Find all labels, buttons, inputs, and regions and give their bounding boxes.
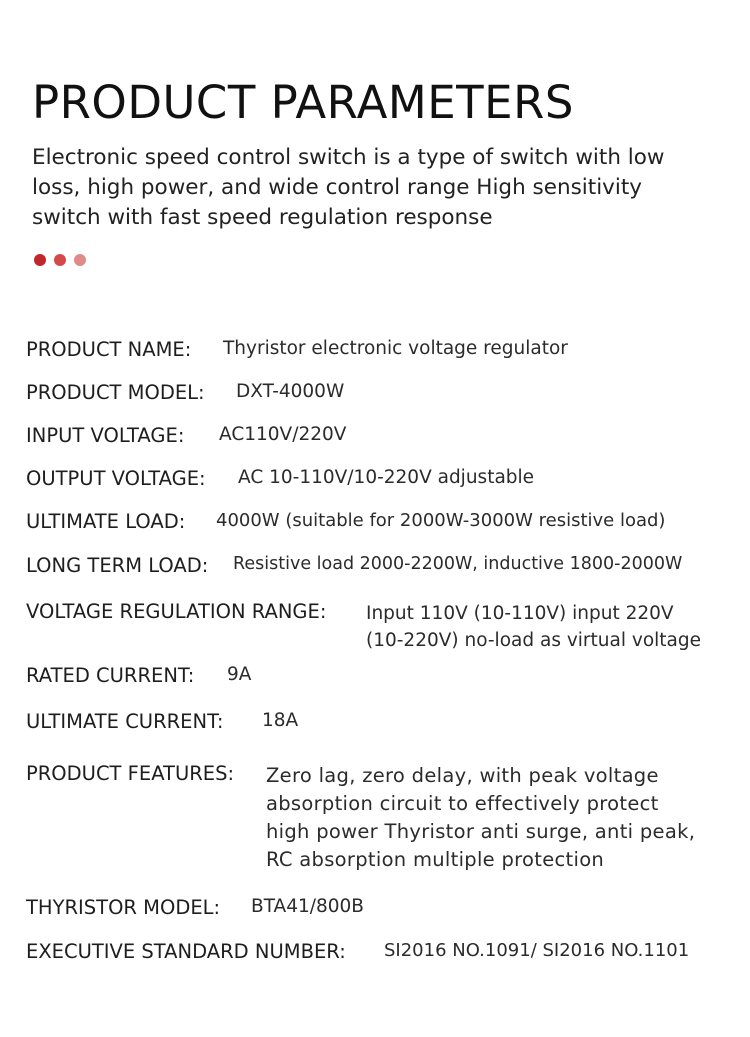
subtitle-line: Electronic speed control switch is a type of switch with low [32,145,665,170]
param-label: PRODUCT MODEL: [26,381,205,404]
page-title: PRODUCT PARAMETERS [32,76,574,129]
param-value-line: Input 110V (10-110V) input 220V [366,603,674,624]
param-label: PRODUCT FEATURES: [26,762,235,785]
param-product-name [26,338,568,361]
param-label: THYRISTOR MODEL: [26,896,221,919]
param-value: 18A [262,710,299,731]
param-label: ULTIMATE CURRENT: [26,710,224,733]
subtitle-line: switch with fast speed regulation response [32,205,493,230]
param-output-voltage [26,467,535,490]
param-value: BTA41/800B [251,896,364,917]
param-value: Resistive load 2000-2200W, inductive 1800-2000W [233,554,683,574]
param-label: PRODUCT NAME: [26,338,192,361]
param-ultimate-load [26,510,666,533]
param-value: 9A [227,664,252,685]
param-value-line: Zero lag, zero delay, with peak voltage [266,764,659,787]
param-value: Thyristor electronic voltage regulator [223,338,568,359]
param-thyristor-model [26,896,364,919]
param-label: EXECUTIVE STANDARD NUMBER: [26,940,346,963]
param-value [266,762,695,874]
dot-icon [54,254,66,266]
param-value: DXT-4000W [236,381,345,402]
subtitle-line: loss, high power, and wide control range High sensitivity [32,175,643,200]
param-value-line: high power Thyristor anti surge, anti peak, [266,820,696,843]
param-product-model [26,381,345,404]
param-label: LONG TERM LOAD: [26,554,209,577]
param-value-line: RC absorption multiple protection [266,848,605,871]
param-ultimate-current [26,710,299,733]
dot-icon [74,254,86,266]
param-input-voltage [26,424,347,447]
param-value: AC110V/220V [219,424,347,445]
param-label: OUTPUT VOLTAGE: [26,467,206,490]
param-value [366,600,701,654]
param-value: AC 10-110V/10-220V adjustable [238,467,535,488]
param-voltage-regulation-range [26,600,701,651]
param-value: SI2016 NO.1091/ SI2016 NO.1101 [384,940,690,961]
param-value: 4000W (suitable for 2000W-3000W resistive load) [216,510,666,531]
param-label: INPUT VOLTAGE: [26,424,185,447]
param-label: VOLTAGE REGULATION RANGE: [26,600,327,623]
page-subtitle [32,143,732,233]
dot-icon [34,254,46,266]
param-value-line: absorption circuit to effectively protect [266,792,659,815]
param-value-line: (10-220V) no-load as virtual voltage [366,630,701,651]
param-executive-standard-number [26,940,690,963]
param-label: ULTIMATE LOAD: [26,510,186,533]
param-label: RATED CURRENT: [26,664,195,687]
param-product-features [26,762,696,871]
param-rated-current [26,664,252,687]
param-long-term-load [26,554,683,577]
